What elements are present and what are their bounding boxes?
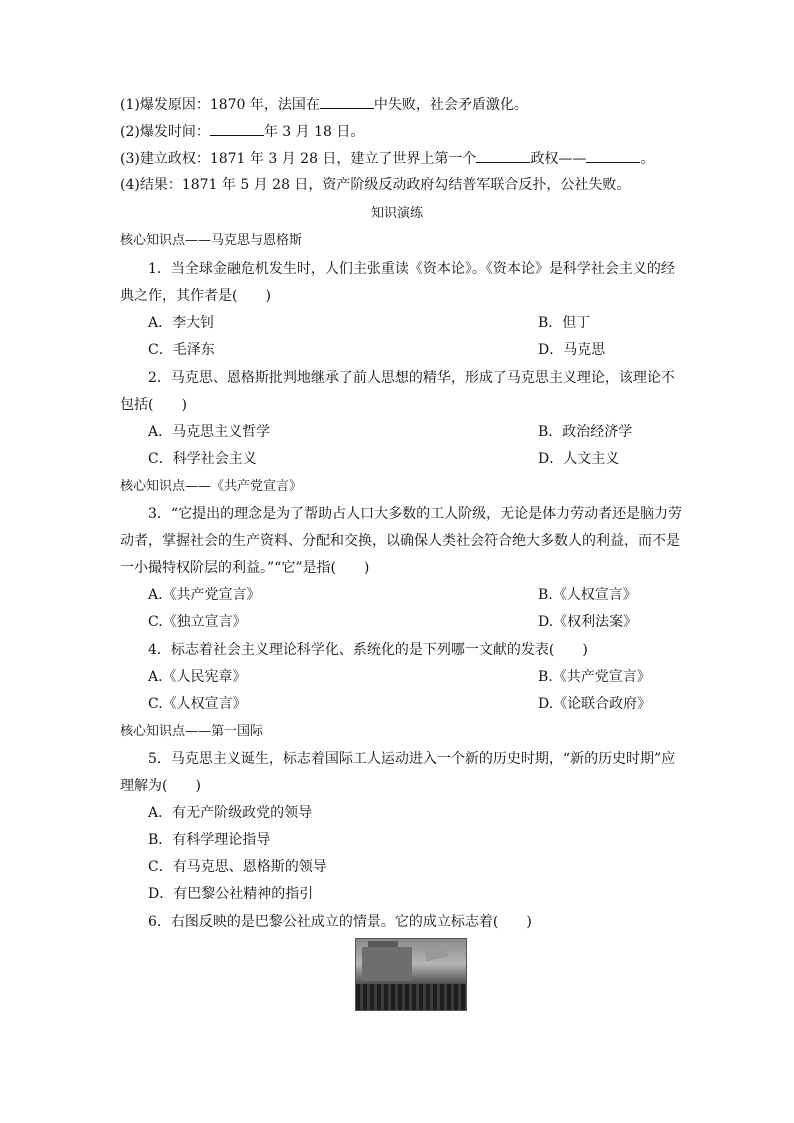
q4-option-a[interactable]: A.《人民宪章》 [148,669,247,685]
intro-text: 中失败，社会矛盾激化。 [373,97,528,113]
q4-stem-1: 4．标志着社会主义理论科学化、系统化的是下列哪一文献的发表( ) [148,642,588,658]
photo-building [362,947,412,981]
fill-blank[interactable] [476,148,530,163]
q5-stem-1: 5．马克思主义诞生，标志着国际工人运动进入一个新的历史时期，“新的历史时期”应 [148,751,676,767]
q3-stem-2: 动者，掌握社会的生产资料、分配和交换，以确保人类社会符合绝大多数人的利益，而不是 [120,533,680,549]
topic-heading-3: 核心知识点——第一国际 [120,724,264,739]
q2-option-a[interactable]: A．马克思主义哲学 [148,424,271,440]
intro-line-1 [120,94,528,115]
intro-text: (3)建立政权：1871 年 3 月 28 日，建立了世界上第一个 [120,151,477,167]
q3-option-a[interactable]: A.《共产党宣言》 [148,587,261,603]
q1-option-d[interactable]: D．马克思 [538,342,606,358]
q5-stem-2: 理解为( ) [120,778,201,794]
photo-flag [426,943,448,962]
fill-blank[interactable] [320,94,374,109]
q3-option-b[interactable]: B.《人权宣言》 [538,587,637,603]
q2-option-b[interactable]: B．政治经济学 [538,424,633,440]
q5-option-a[interactable]: A．有无产阶级政党的领导 [148,805,313,821]
topic-heading-2: 核心知识点——《共产党宣言》 [120,479,303,494]
q5-option-d[interactable]: D．有巴黎公社精神的指引 [148,886,314,902]
q2-stem-1: 2．马克思、恩格斯批判地继承了前人思想的精华，形成了马克思主义理论，该理论不 [148,370,675,386]
q1-stem-2: 典之作，其作者是( ) [120,288,271,304]
q3-stem-3: 一小撮特权阶层的利益。”“它”是指( ) [120,560,370,576]
intro-text: (1)爆发原因：1870 年，法国在 [120,97,320,113]
q4-option-d[interactable]: D.《论联合政府》 [538,696,652,712]
q3-option-c[interactable]: C.《独立宣言》 [148,614,247,630]
q5-option-b[interactable]: B．有科学理论指导 [148,832,271,848]
section-title: 知识演练 [370,206,423,221]
q3-stem-1: 3．“它提出的理念是为了帮助占人口大多数的工人阶级，无论是体力劳动者还是脑力劳 [148,506,683,522]
q2-option-d[interactable]: D．人文主义 [538,451,620,467]
q2-stem-2: 包括( ) [120,397,187,413]
q1-option-c[interactable]: C．毛泽东 [148,342,215,358]
photo-crowd [356,984,466,1010]
paris-commune-photo [355,938,467,1011]
topic-heading-1: 核心知识点——马克思与恩格斯 [120,233,303,248]
fill-blank[interactable] [586,148,640,163]
q2-option-c[interactable]: C．科学社会主义 [148,451,257,467]
q4-option-c[interactable]: C.《人权宣言》 [148,696,247,712]
intro-text: 政权—— [530,151,587,167]
q1-option-b[interactable]: B．但丁 [538,315,591,331]
intro-line-3 [120,148,654,169]
q5-option-c[interactable]: C．有马克思、恩格斯的领导 [148,859,327,875]
q4-option-b[interactable]: B.《共产党宣言》 [538,669,651,685]
q1-option-a[interactable]: A．李大钊 [148,315,215,331]
fill-blank[interactable] [210,121,264,136]
intro-text: 年 3 月 18 日。 [263,124,365,140]
q3-option-d[interactable]: D.《权利法案》 [538,614,638,630]
intro-text: 。 [640,151,655,167]
q6-stem-1: 6．右图反映的是巴黎公社成立的情景。它的成立标志着( ) [148,914,532,930]
intro-line-2 [120,121,364,142]
q1-stem-1: 1．当全球金融危机发生时，人们主张重读《资本论》。《资本论》是科学社会主义的经 [148,261,675,277]
intro-line-4: (4)结果：1871 年 5 月 28 日，资产阶级反动政府勾结普军联合反扑，公社失败。 [120,177,631,193]
intro-text: (2)爆发时间： [120,124,210,140]
